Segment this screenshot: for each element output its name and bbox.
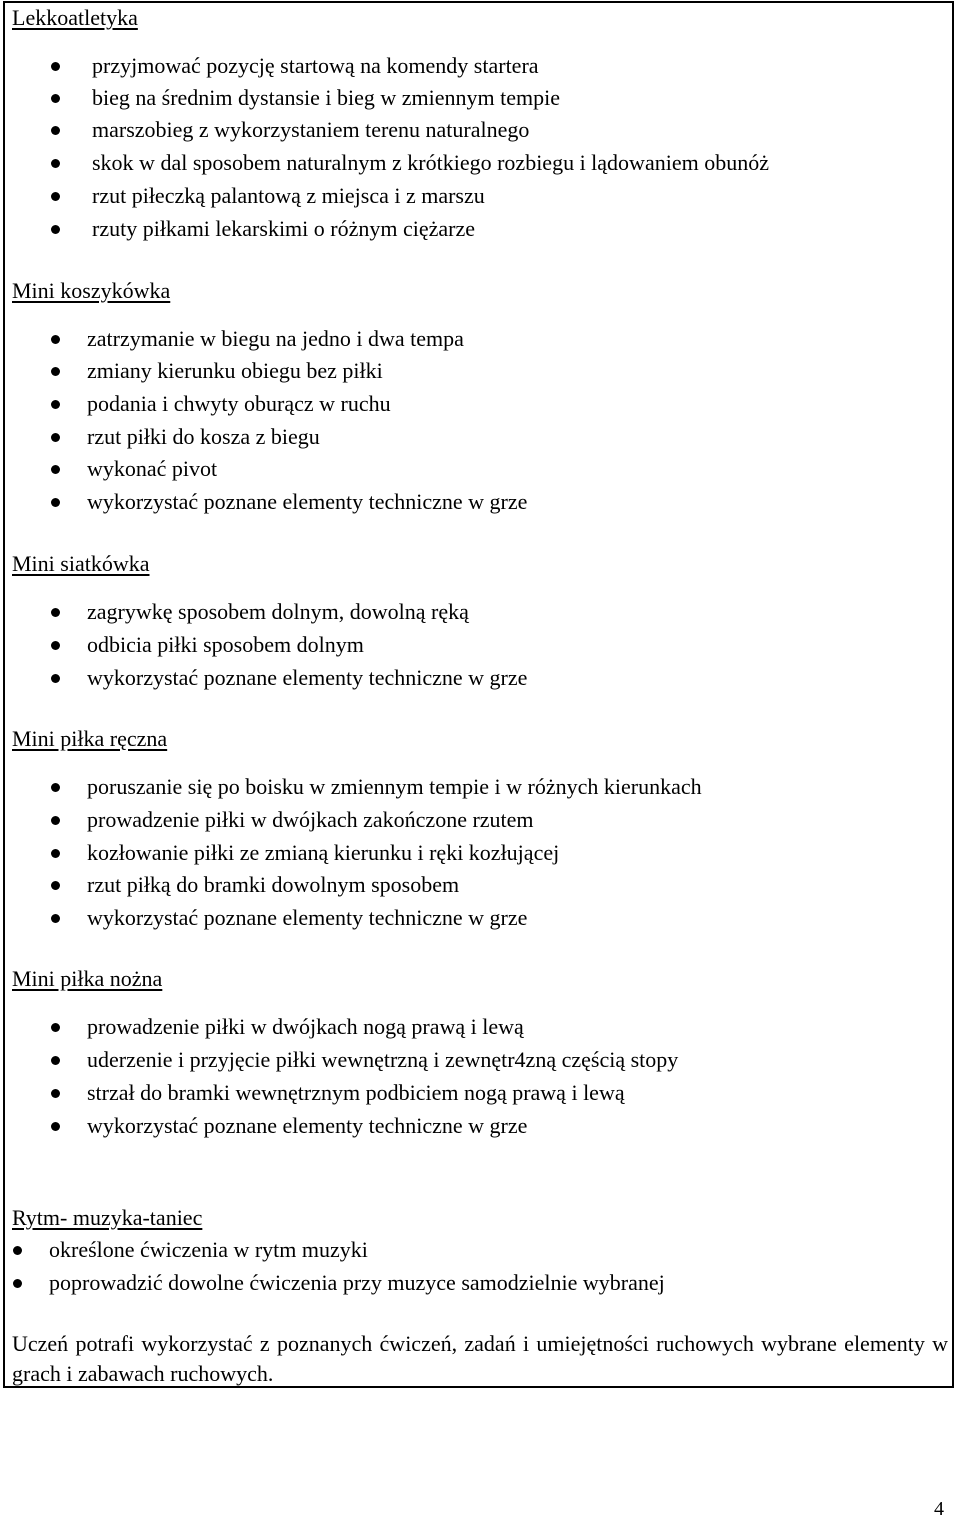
section-heading-volleyball: Mini siatkówka bbox=[12, 551, 150, 576]
bullet-icon bbox=[51, 608, 60, 617]
list-item: podania i chwyty oburącz w ruchu bbox=[87, 391, 391, 416]
bullet-icon bbox=[51, 400, 60, 409]
list-item: skok w dal sposobem naturalnym z krótkiego rozbiegu i lądowaniem obunóż bbox=[92, 150, 769, 175]
page-number: 4 bbox=[934, 1498, 944, 1520]
bullet-icon bbox=[51, 1056, 60, 1065]
list-item: zatrzymanie w biegu na jedno i dwa tempa bbox=[87, 326, 464, 351]
section-heading-handball: Mini piłka ręczna bbox=[12, 726, 168, 751]
bullet-icon bbox=[51, 433, 60, 442]
list-item: wykorzystać poznane elementy techniczne w grze bbox=[87, 905, 528, 930]
list-item: wykonać pivot bbox=[87, 456, 218, 481]
content-frame bbox=[3, 1, 954, 1388]
section-heading-athletics: Lekkoatletyka bbox=[12, 5, 138, 30]
bullet-icon bbox=[51, 674, 60, 683]
list-item: prowadzenie piłki w dwójkach zakończone rzutem bbox=[87, 807, 534, 832]
list-item: bieg na średnim dystansie i bieg w zmiennym tempie bbox=[92, 85, 561, 110]
list-item: marszobieg z wykorzystaniem terenu naturalnego bbox=[92, 117, 530, 142]
list-item: strzał do bramki wewnętrznym podbiciem nogą prawą i lewą bbox=[87, 1080, 625, 1105]
list-item: rzut piłki do kosza z biegu bbox=[87, 424, 320, 449]
bullet-icon bbox=[51, 641, 60, 650]
bullet-icon bbox=[51, 225, 60, 234]
list-item: wykorzystać poznane elementy techniczne w grze bbox=[87, 1113, 528, 1138]
list-item: odbicia piłki sposobem dolnym bbox=[87, 632, 364, 657]
list-item: prowadzenie piłki w dwójkach nogą prawą i lewą bbox=[87, 1014, 524, 1039]
list-item: kozłowanie piłki ze zmianą kierunku i ręki kozłującej bbox=[87, 840, 560, 865]
list-item: określone ćwiczenia w rytm muzyki bbox=[49, 1237, 368, 1262]
bullet-icon bbox=[13, 1246, 22, 1255]
list-item: wykorzystać poznane elementy techniczne w grze bbox=[87, 489, 528, 514]
bullet-icon bbox=[51, 498, 60, 507]
list-item: rzuty piłkami lekarskimi o różnym ciężarze bbox=[92, 216, 476, 241]
list-item: zmiany kierunku obiegu bez piłki bbox=[87, 358, 383, 383]
list-item: rzut piłką do bramki dowolnym sposobem bbox=[87, 872, 460, 897]
bullet-icon bbox=[51, 914, 60, 923]
list-item: poprowadzić dowolne ćwiczenia przy muzyce samodzielnie wybranej bbox=[49, 1270, 665, 1295]
list-item: wykorzystać poznane elementy techniczne w grze bbox=[87, 665, 528, 690]
bullet-icon bbox=[51, 367, 60, 376]
summary-text: Uczeń potrafi wykorzystać z poznanych ćwiczeń, zadań i umiejętności ruchowych wybrane elementy w grach i zabawach ruchowych. bbox=[12, 1331, 948, 1386]
bullet-icon bbox=[51, 1122, 60, 1131]
summary-paragraph bbox=[12, 1329, 948, 1389]
list-item: poruszanie się po boisku w zmiennym tempie i w różnych kierunkach bbox=[87, 774, 702, 799]
section-heading-basketball: Mini koszykówka bbox=[12, 278, 171, 303]
bullet-icon bbox=[51, 1023, 60, 1032]
list-item: zagrywkę sposobem dolnym, dowolną ręką bbox=[87, 599, 469, 624]
section-heading-rhythm: Rytm- muzyka-taniec bbox=[12, 1205, 203, 1230]
bullet-icon bbox=[51, 849, 60, 858]
bullet-icon bbox=[51, 62, 60, 71]
bullet-icon bbox=[51, 192, 60, 201]
bullet-icon bbox=[51, 1089, 60, 1098]
bullet-icon bbox=[13, 1279, 22, 1288]
bullet-icon bbox=[51, 335, 60, 344]
bullet-icon bbox=[51, 881, 60, 890]
bullet-icon bbox=[51, 126, 60, 135]
list-item: rzut piłeczką palantową z miejsca i z marszu bbox=[92, 183, 485, 208]
bullet-icon bbox=[51, 465, 60, 474]
bullet-icon bbox=[51, 816, 60, 825]
list-item: przyjmować pozycję startową na komendy startera bbox=[92, 53, 539, 78]
bullet-icon bbox=[51, 159, 60, 168]
section-heading-football: Mini piłka nożna bbox=[12, 966, 163, 991]
bullet-icon bbox=[51, 94, 60, 103]
bullet-icon bbox=[51, 783, 60, 792]
list-item: uderzenie i przyjęcie piłki wewnętrzną i zewnętr4zną częścią stopy bbox=[87, 1047, 679, 1072]
